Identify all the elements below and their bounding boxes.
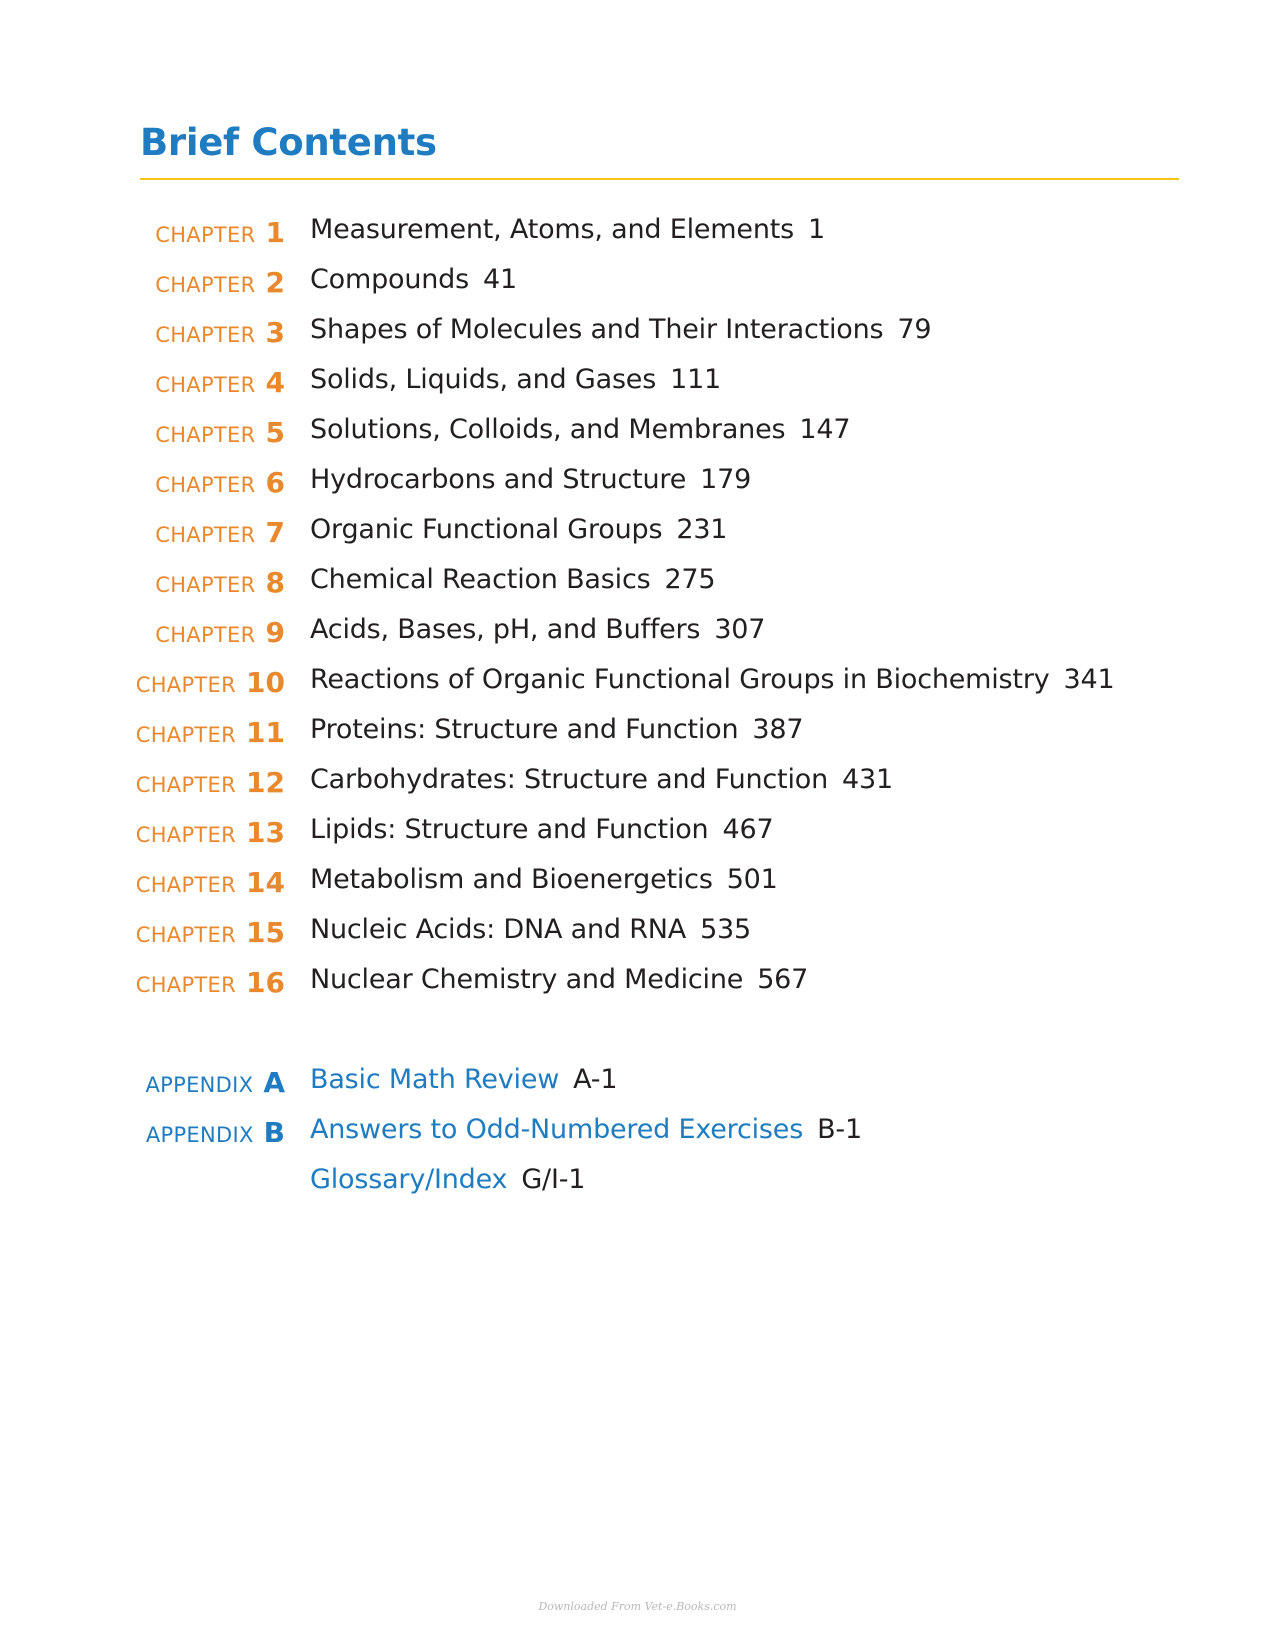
chapter-number: 12 (246, 766, 285, 799)
appendix-title[interactable]: Answers to Odd-Numbered Exercises (310, 1114, 804, 1145)
chapter-label (136, 810, 285, 860)
appendix-label (275, 1160, 285, 1210)
appendix-row[interactable] (0, 1110, 1275, 1160)
chapter-page-number: 231 (676, 514, 728, 545)
chapter-title[interactable]: Shapes of Molecules and Their Interactions (310, 314, 884, 345)
chapter-number: 1 (265, 216, 285, 249)
chapter-kind: CHAPTER (155, 623, 256, 647)
appendix-number: B (263, 1116, 285, 1149)
chapter-entry (310, 510, 727, 560)
appendix-label (146, 1110, 285, 1160)
chapter-number: 13 (246, 816, 285, 849)
table-of-contents (0, 210, 1275, 1210)
chapter-row[interactable] (0, 810, 1275, 860)
chapter-kind: CHAPTER (135, 973, 237, 997)
chapter-number: 5 (265, 416, 285, 449)
chapter-title[interactable]: Acids, Bases, pH, and Buffers (310, 614, 701, 645)
appendix-kind: APPENDIX (145, 1123, 254, 1147)
chapter-entry (310, 860, 778, 910)
chapter-title[interactable]: Measurement, Atoms, and Elements (310, 214, 794, 245)
chapter-page-number: 341 (1063, 664, 1115, 695)
chapter-title[interactable]: Compounds (310, 264, 469, 295)
chapter-page-number: 535 (700, 914, 752, 945)
chapter-title[interactable]: Chemical Reaction Basics (310, 564, 651, 595)
appendix-row[interactable] (0, 1060, 1275, 1110)
chapter-label (155, 560, 285, 610)
chapter-entry (310, 760, 893, 810)
appendix-entry (310, 1110, 862, 1160)
chapter-row[interactable] (0, 310, 1275, 360)
chapter-page-number: 567 (757, 964, 809, 995)
chapter-number: 4 (265, 366, 285, 399)
chapter-page-number: 179 (700, 464, 752, 495)
chapter-row[interactable] (0, 710, 1275, 760)
appendix-entry (310, 1160, 585, 1210)
chapter-entry (310, 960, 808, 1010)
chapter-label (155, 460, 285, 510)
chapter-row[interactable] (0, 610, 1275, 660)
page-title: Brief Contents (140, 121, 437, 164)
chapter-number: 14 (246, 866, 285, 899)
chapter-title[interactable]: Solids, Liquids, and Gases (310, 364, 657, 395)
chapter-page-number: 275 (664, 564, 716, 595)
chapter-number: 8 (265, 566, 285, 599)
appendix-row[interactable] (0, 1160, 1275, 1210)
chapter-entry (310, 560, 715, 610)
chapter-kind: CHAPTER (155, 373, 256, 397)
chapter-row[interactable] (0, 560, 1275, 610)
chapter-row[interactable] (0, 360, 1275, 410)
appendix-list (0, 1060, 1275, 1210)
chapter-kind: CHAPTER (135, 723, 237, 747)
chapter-title[interactable]: Hydrocarbons and Structure (310, 464, 687, 495)
chapter-label (136, 960, 285, 1010)
chapter-page-number: 431 (841, 764, 893, 795)
chapter-page-number: 467 (722, 814, 774, 845)
chapter-number: 7 (265, 516, 285, 549)
chapter-number: 11 (246, 716, 285, 749)
chapter-entry (310, 610, 765, 660)
chapter-number: 16 (246, 966, 285, 999)
appendix-number: A (263, 1066, 285, 1099)
footer-watermark: Downloaded From Vet-e.Books.com (538, 1600, 737, 1613)
chapter-list (0, 210, 1275, 1010)
chapter-number: 3 (265, 316, 285, 349)
chapter-page-number: 307 (714, 614, 766, 645)
chapter-page-number: 387 (752, 714, 804, 745)
chapter-kind: CHAPTER (155, 523, 256, 547)
chapter-label (136, 710, 285, 760)
chapter-label (155, 510, 285, 560)
chapter-entry (310, 260, 517, 310)
chapter-entry (310, 310, 931, 360)
chapter-entry (310, 710, 803, 760)
chapter-kind: CHAPTER (155, 223, 256, 247)
chapter-label (155, 410, 285, 460)
chapter-label (155, 260, 285, 310)
chapter-label (155, 360, 285, 410)
chapter-number: 15 (246, 916, 285, 949)
appendix-label (146, 1060, 286, 1110)
chapter-entry (310, 210, 825, 260)
chapter-row[interactable] (0, 910, 1275, 960)
chapter-row[interactable] (0, 260, 1275, 310)
appendix-title[interactable]: Basic Math Review (310, 1064, 560, 1095)
chapter-kind: CHAPTER (155, 573, 256, 597)
chapter-label (155, 210, 285, 260)
chapter-row[interactable] (0, 410, 1275, 460)
chapter-number: 10 (246, 666, 285, 699)
chapter-kind: CHAPTER (155, 273, 256, 297)
chapter-page-number: 1 (808, 214, 825, 245)
chapter-page-number: 111 (670, 364, 722, 395)
chapter-kind: CHAPTER (135, 673, 237, 697)
chapter-title[interactable]: Solutions, Colloids, and Membranes (310, 414, 786, 445)
chapter-title[interactable]: Metabolism and Bioenergetics (310, 864, 713, 895)
appendix-kind: APPENDIX (145, 1073, 254, 1097)
chapter-number: 9 (265, 616, 285, 649)
appendix-page-number: G/I-1 (521, 1164, 586, 1195)
chapter-number: 2 (265, 266, 285, 299)
chapter-entry (310, 910, 751, 960)
chapter-row[interactable] (0, 660, 1275, 710)
chapter-label (136, 910, 285, 960)
chapter-entry (310, 810, 773, 860)
title-rule (140, 178, 1179, 180)
chapter-title[interactable]: Nuclear Chemistry and Medicine (310, 964, 744, 995)
chapter-row[interactable] (0, 510, 1275, 560)
chapter-kind: CHAPTER (155, 473, 256, 497)
chapter-kind: CHAPTER (155, 323, 256, 347)
chapter-row[interactable] (0, 960, 1275, 1010)
chapter-row[interactable] (0, 460, 1275, 510)
chapter-number: 6 (265, 466, 285, 499)
chapter-title[interactable]: Proteins: Structure and Function (310, 714, 739, 745)
chapter-kind: CHAPTER (135, 773, 237, 797)
chapter-title[interactable]: Reactions of Organic Functional Groups in Biochemistry (310, 664, 1050, 695)
chapter-entry (310, 410, 850, 460)
appendix-title[interactable]: Glossary/Index (310, 1164, 508, 1195)
chapter-entry (310, 360, 721, 410)
chapter-label (136, 860, 285, 910)
chapter-label (155, 310, 285, 360)
chapter-page-number: 501 (726, 864, 778, 895)
chapter-title[interactable]: Carbohydrates: Structure and Function (310, 764, 828, 795)
chapter-row[interactable] (0, 760, 1275, 810)
chapter-page-number: 41 (482, 264, 517, 295)
chapter-kind: CHAPTER (135, 873, 237, 897)
chapter-label (136, 660, 285, 710)
chapter-title[interactable]: Nucleic Acids: DNA and RNA (310, 914, 687, 945)
chapter-label (155, 610, 285, 660)
chapter-kind: CHAPTER (135, 923, 237, 947)
chapter-entry (310, 660, 1114, 710)
chapter-row[interactable] (0, 860, 1275, 910)
section-gap (0, 1010, 1275, 1060)
appendix-page-number: A-1 (573, 1064, 618, 1095)
chapter-kind: CHAPTER (135, 823, 237, 847)
chapter-page-number: 79 (897, 314, 932, 345)
chapter-page-number: 147 (799, 414, 851, 445)
chapter-kind: CHAPTER (155, 423, 256, 447)
chapter-title[interactable]: Lipids: Structure and Function (310, 814, 709, 845)
chapter-entry (310, 460, 751, 510)
chapter-label (136, 760, 285, 810)
chapter-title[interactable]: Organic Functional Groups (310, 514, 663, 545)
chapter-row[interactable] (0, 210, 1275, 260)
appendix-page-number: B-1 (817, 1114, 862, 1145)
appendix-entry (310, 1060, 617, 1110)
